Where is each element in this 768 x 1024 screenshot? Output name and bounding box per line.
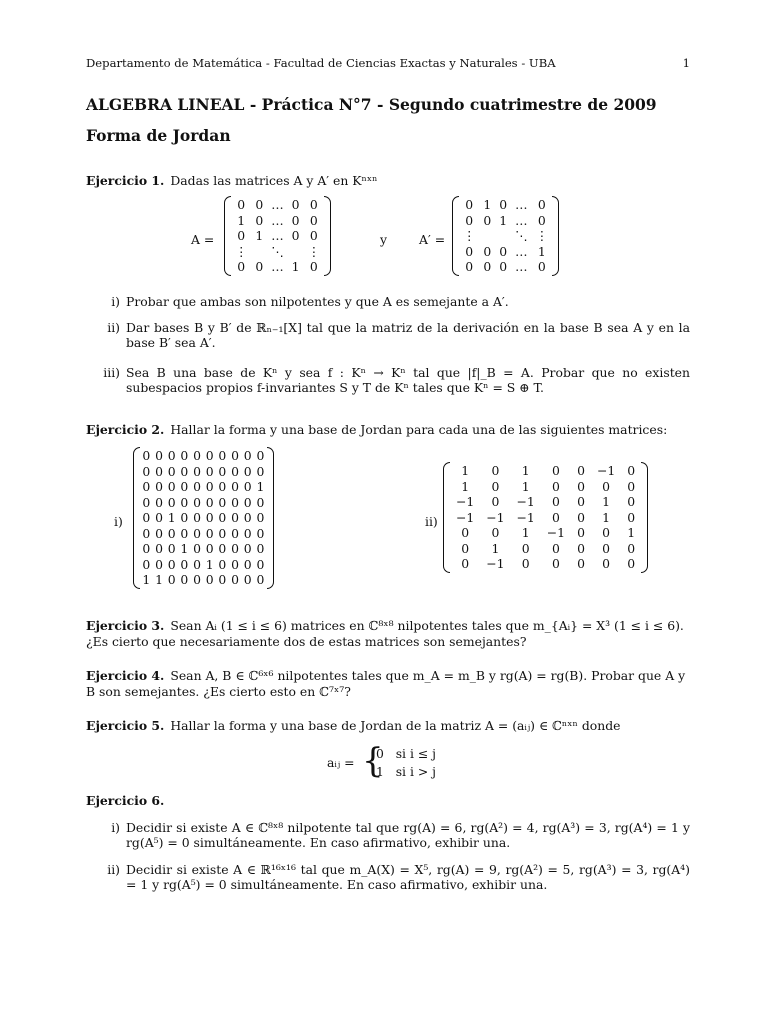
- matrix-entry: 0: [193, 525, 201, 541]
- matrix-ii-label: ii): [425, 514, 438, 529]
- matrix-entry: 0: [205, 463, 214, 479]
- matrix-entry: 1: [142, 572, 151, 588]
- matrix-entry: 0: [167, 479, 176, 495]
- matrix-entries: [450, 463, 641, 572]
- exercise-2-heading: [86, 422, 667, 437]
- header-department: Departamento de Matemática - Facultad de Ciencias Exactas y Naturales - UBA: [86, 56, 556, 70]
- matrix-entry: 0: [309, 228, 318, 244]
- matrix-entry: [495, 228, 511, 244]
- page-header: [86, 56, 690, 71]
- matrix-entry: …: [515, 212, 528, 228]
- matrix-i: [133, 447, 274, 589]
- matrix-entry: 0: [205, 479, 214, 495]
- item-label: ii): [107, 320, 120, 335]
- matrix-entry: 0: [537, 212, 546, 228]
- matrix-entry: −1: [546, 525, 566, 541]
- matrix-entry: 0: [602, 478, 611, 494]
- matrix-entry: ⋮: [235, 243, 248, 259]
- left-bracket: [443, 462, 450, 573]
- matrix-entry: 0: [256, 463, 265, 479]
- matrix-row: [231, 259, 324, 275]
- left-bracket: [133, 447, 140, 589]
- exercise-4-label: Ejercicio 4.: [86, 668, 165, 683]
- matrix-entry: ⋮: [307, 243, 320, 259]
- matrix-entry: 0: [180, 556, 189, 572]
- matrix-entry: 0: [155, 479, 163, 495]
- matrix-entry: 0: [551, 509, 560, 525]
- matrix-entry: 0: [461, 525, 470, 541]
- matrix-entry: 0: [309, 197, 318, 213]
- exercise-6-label: Ejercicio 6.: [86, 793, 165, 808]
- matrix-entry: 0: [167, 556, 176, 572]
- matrix-entry: 0: [483, 259, 492, 275]
- matrix-entry: ⋱: [271, 243, 284, 259]
- matrix-entry: 0: [256, 448, 265, 464]
- matrix-entry: 0: [205, 494, 214, 510]
- exercise-1-item-iii: [86, 365, 690, 395]
- exercise-3-line-2: ¿Es cierto que necesariamente dos de estas matrices son semejantes?: [86, 634, 527, 649]
- matrix-A-prime: [452, 196, 559, 276]
- exercise-5-label: Ejercicio 5.: [86, 718, 165, 733]
- matrix-entry: 0: [499, 259, 508, 275]
- matrix-entry: 0: [193, 572, 201, 588]
- matrix-entry: 0: [256, 510, 265, 526]
- matrix-entry: 0: [180, 525, 189, 541]
- matrix-row: [140, 557, 267, 573]
- matrix-entry: −1: [456, 494, 475, 510]
- matrix-entry: 0: [167, 463, 176, 479]
- matrix-entry: −1: [516, 494, 535, 510]
- matrix-entry: ⋮: [535, 228, 548, 244]
- matrix-entry: 0: [465, 259, 474, 275]
- matrix-entry: 0: [218, 510, 227, 526]
- matrix-entry: 0: [155, 525, 163, 541]
- matrix-entry: 0: [577, 463, 585, 479]
- document-title: ALGEBRA LINEAL - Práctica N°7 - Segundo cuatrimestre de 2009: [86, 95, 657, 114]
- right-bracket: [641, 462, 648, 573]
- matrix-row: [459, 244, 552, 260]
- matrix-entry: 1: [499, 212, 508, 228]
- matrix-entry: 0: [231, 494, 239, 510]
- matrix-entry: 1: [483, 197, 492, 213]
- document-subtitle: Forma de Jordan: [86, 126, 231, 145]
- matrix-row: [450, 541, 641, 557]
- piecewise-case-1: 0 si i ≤ j: [376, 746, 437, 761]
- matrix-entry: 0: [291, 197, 300, 213]
- matrix-entry: 0: [237, 228, 246, 244]
- matrix-entry: 0: [205, 448, 214, 464]
- matrix-entry: 0: [167, 448, 176, 464]
- matrix-entry: 0: [218, 448, 227, 464]
- matrix-entry: 0: [218, 572, 227, 588]
- matrix-row: [231, 244, 324, 260]
- matrix-row: [231, 197, 324, 213]
- matrix-row: [140, 479, 267, 495]
- matrix-entry: 0: [142, 510, 151, 526]
- matrix-entry: 0: [180, 479, 189, 495]
- matrix-entry: 0: [231, 463, 239, 479]
- matrix-entry: 0: [256, 525, 265, 541]
- matrix-entry: 0: [465, 243, 474, 259]
- matrix-entry: 0: [231, 510, 239, 526]
- matrix-entry: 1: [537, 243, 546, 259]
- exercise-1-item-ii: [86, 320, 690, 350]
- matrix-entry: 0: [499, 243, 508, 259]
- matrix-i-label: i): [114, 514, 123, 529]
- matrix-entry: 0: [627, 540, 636, 556]
- matrix-entry: 0: [205, 572, 214, 588]
- matrix-entry: 0: [521, 540, 530, 556]
- matrix-entry: 1: [155, 572, 163, 588]
- matrix-entry: 0: [577, 478, 585, 494]
- matrix-entry: 1: [521, 478, 530, 494]
- matrix-entry: 0: [142, 494, 151, 510]
- matrix-entry: 1: [180, 541, 189, 557]
- matrix-A: [224, 196, 331, 276]
- matrix-entry: 0: [205, 525, 214, 541]
- matrix-entry: 1: [461, 478, 470, 494]
- matrix-entry: 0: [483, 243, 492, 259]
- matrix-entry: 0: [491, 463, 500, 479]
- matrix-entry: 0: [627, 478, 636, 494]
- matrix-entry: 0: [551, 478, 560, 494]
- matrix-entry: 0: [180, 463, 189, 479]
- exercise-6-item-ii: [86, 862, 690, 892]
- matrix-entry: 0: [499, 197, 508, 213]
- item-label: ii): [107, 862, 120, 877]
- item-label: i): [111, 820, 120, 835]
- matrix-entry: 0: [142, 541, 151, 557]
- matrix-entry: 0: [577, 525, 585, 541]
- matrix-row: [140, 464, 267, 480]
- matrix-row: [450, 510, 641, 526]
- matrix-entry: −1: [456, 509, 475, 525]
- matrix-row: [140, 541, 267, 557]
- matrix-entry: 1: [237, 212, 246, 228]
- matrix-entry: 0: [205, 541, 214, 557]
- matrix-entry: 0: [627, 463, 636, 479]
- matrix-entry: …: [515, 243, 528, 259]
- matrix-row: [231, 213, 324, 229]
- matrix-entry: 0: [309, 212, 318, 228]
- matrix-entry: 0: [461, 540, 470, 556]
- matrix-entry: 0: [577, 509, 585, 525]
- matrix-entry: 0: [218, 541, 227, 557]
- matrix-entry: 0: [551, 540, 560, 556]
- matrix-entry: 0: [193, 463, 201, 479]
- matrix-entry: 0: [551, 463, 560, 479]
- matrix-entry: …: [271, 212, 284, 228]
- matrix-entry: 0: [243, 494, 252, 510]
- matrix-entry: …: [515, 259, 528, 275]
- brace-glyph: {: [362, 741, 384, 781]
- matrix-entries: [459, 197, 552, 275]
- exercise-2-text: Hallar la forma y una base de Jordan para cada una de las siguientes matrices:: [170, 422, 668, 437]
- matrix-entry: …: [271, 228, 284, 244]
- matrix-entry: 0: [193, 541, 201, 557]
- matrix-entry: 0: [167, 572, 176, 588]
- and-word: y: [380, 232, 387, 247]
- matrix-entry: 0: [142, 525, 151, 541]
- matrix-row: [450, 494, 641, 510]
- matrix-entry: 0: [167, 494, 176, 510]
- exercise-4-heading: [86, 668, 685, 683]
- matrix-entry: 0: [155, 494, 163, 510]
- matrix-entry: 0: [551, 494, 560, 510]
- matrix-entry: 1: [255, 228, 264, 244]
- matrix-entry: −1: [596, 463, 616, 479]
- matrix-entry: 1: [167, 510, 176, 526]
- exercise-6-item-i: [86, 820, 690, 850]
- matrix-entry: 0: [193, 494, 201, 510]
- matrix-entry: 0: [491, 494, 500, 510]
- matrix-entry: 0: [627, 556, 636, 572]
- matrix-entry: 0: [256, 541, 265, 557]
- matrix-entry: 0: [521, 556, 530, 572]
- matrix-entry: 0: [627, 494, 636, 510]
- exercise-4-line-2: B son semejantes. ¿Es cierto esto en ℂ⁷ˣ⁷?: [86, 684, 351, 699]
- matrix-entry: 0: [627, 509, 636, 525]
- left-bracket: [224, 196, 231, 276]
- matrix-entry: 1: [627, 525, 636, 541]
- matrix-entry: [479, 228, 495, 244]
- matrix-entry: 0: [256, 572, 265, 588]
- exercise-1-text: Dadas las matrices A y A′ en Kⁿˣⁿ: [170, 173, 378, 188]
- item-text: Probar que ambas son nilpotentes y que A es semejante a A′.: [126, 294, 509, 309]
- matrix-entry: 1: [521, 525, 530, 541]
- matrix-entry: 0: [291, 212, 300, 228]
- matrix-entry: 0: [243, 541, 252, 557]
- matrix-row: [450, 525, 641, 541]
- matrix-entry: 0: [256, 556, 265, 572]
- item-label: iii): [103, 365, 120, 380]
- matrix-entry: 0: [491, 525, 500, 541]
- matrix-entry: 0: [231, 525, 239, 541]
- matrix-row: [459, 259, 552, 275]
- matrix-row: [140, 495, 267, 511]
- matrix-entry: 0: [256, 494, 265, 510]
- matrix-entry: 0: [180, 448, 189, 464]
- matrix-entry: 0: [193, 510, 201, 526]
- matrix-entry: 0: [243, 556, 252, 572]
- matrix-entry: 0: [255, 259, 264, 275]
- matrix-entry: 0: [193, 479, 201, 495]
- matrix-entry: 0: [537, 259, 546, 275]
- matrix-entry: 1: [256, 479, 265, 495]
- page-number: 1: [682, 56, 690, 70]
- matrix-entry: 0: [243, 525, 252, 541]
- matrix-entry: 0: [237, 259, 246, 275]
- matrix-entry: 0: [218, 525, 227, 541]
- matrix-entry: 0: [205, 510, 214, 526]
- matrix-entry: 0: [231, 572, 239, 588]
- matrix-entry: [251, 244, 267, 260]
- matrix-row: [140, 448, 267, 464]
- right-bracket: [267, 447, 274, 589]
- matrix-entry: 0: [180, 494, 189, 510]
- matrix-entry: 1: [205, 556, 214, 572]
- matrix-entry: 0: [155, 510, 163, 526]
- matrix-entry: 0: [537, 197, 546, 213]
- matrix-entry: 1: [491, 540, 500, 556]
- matrix-entry: 1: [602, 494, 611, 510]
- matrix-entry: 0: [602, 540, 611, 556]
- matrix-entries: [140, 448, 267, 588]
- matrix-entry: 0: [193, 556, 201, 572]
- exercise-5-heading: [86, 718, 620, 733]
- piecewise-lhs: aᵢⱼ =: [327, 755, 355, 770]
- right-bracket: [324, 196, 331, 276]
- matrix-entry: 0: [465, 212, 474, 228]
- matrix-entry: ⋱: [515, 228, 528, 244]
- matrix-entry: 0: [291, 228, 300, 244]
- exercise-3-label: Ejercicio 3.: [86, 618, 165, 633]
- item-text: Sea B una base de Kⁿ y sea f : Kⁿ → Kⁿ tal que |f|_B = A. Probar que no existen subespacios propios f-invariantes S y T de Kⁿ tales que Kⁿ = S ⊕ T.: [126, 365, 690, 395]
- matrix-entries: [231, 197, 324, 275]
- matrix-entry: 0: [243, 510, 252, 526]
- matrix-entry: 0: [602, 525, 611, 541]
- exercise-5-text: Hallar la forma y una base de Jordan de la matriz A = (aᵢⱼ) ∈ ℂⁿˣⁿ donde: [170, 718, 621, 733]
- matrix-row: [140, 510, 267, 526]
- matrix-row: [459, 197, 552, 213]
- matrix-entry: 0: [142, 479, 151, 495]
- matrix-row: [459, 213, 552, 229]
- matrix-ii: [443, 462, 648, 573]
- matrix-entry: 0: [142, 448, 151, 464]
- item-text: Dar bases B y B′ de ℝₙ₋₁[X] tal que la matriz de la derivación en la base B sea A y en la base B′ sea A′.: [126, 320, 690, 350]
- matrix-entry: 0: [218, 479, 227, 495]
- matrix-entry: 0: [155, 556, 163, 572]
- exercise-1-item-i: [86, 294, 690, 309]
- matrix-entry: 0: [142, 556, 151, 572]
- exercise-3-heading: [86, 618, 684, 633]
- matrix-entry: 1: [461, 463, 470, 479]
- item-text: Decidir si existe A ∈ ℝ¹⁶ˣ¹⁶ tal que m_A(X) = X⁵, rg(A) = 9, rg(A²) = 5, rg(A³) = 3, rg(A⁴) = 1 y rg(A⁵) = 0 simultáneamente. En caso afirmativo, exhibir una.: [126, 862, 690, 892]
- matrix-entry: 0: [231, 479, 239, 495]
- matrix-entry: 0: [255, 212, 264, 228]
- matrix-entry: 0: [180, 510, 189, 526]
- matrix-entry: ⋮: [463, 228, 476, 244]
- exercise-3-line-1: Sean Aᵢ (1 ≤ i ≤ 6) matrices en ℂ⁸ˣ⁸ nilpotentes tales que m_{Aᵢ} = X³ (1 ≤ i ≤ 6).: [170, 618, 684, 633]
- matrix-entry: 0: [155, 463, 163, 479]
- matrix-entry: 0: [461, 556, 470, 572]
- matrix-entry: 1: [521, 463, 530, 479]
- matrix-entry: 0: [551, 556, 560, 572]
- matrix-entry: 0: [155, 448, 163, 464]
- matrix-entry: 0: [155, 541, 163, 557]
- matrix-entry: 0: [243, 572, 252, 588]
- matrix-entry: 0: [231, 448, 239, 464]
- exercise-4-line-1: Sean A, B ∈ ℂ⁶ˣ⁶ nilpotentes tales que m_A = m_B y rg(A) = rg(B). Probar que A y: [170, 668, 686, 683]
- matrix-entry: 0: [577, 556, 585, 572]
- exercise-1-heading: [86, 173, 378, 188]
- matrix-entry: …: [271, 259, 284, 275]
- matrix-row: [140, 572, 267, 588]
- matrix-A-prime-label: A′ =: [419, 232, 446, 247]
- matrix-entry: 0: [243, 479, 252, 495]
- matrix-entry: 0: [465, 197, 474, 213]
- item-text: Decidir si existe A ∈ ℂ⁸ˣ⁸ nilpotente tal que rg(A) = 6, rg(A²) = 4, rg(A³) = 3, rg(A⁴) = 1 y rg(A⁵) = 0 simultáneamente. En caso afirmativo, exhibir una.: [126, 820, 690, 850]
- matrix-entry: 0: [180, 572, 189, 588]
- matrix-entry: 0: [577, 494, 585, 510]
- matrix-entry: 0: [491, 478, 500, 494]
- matrix-entry: 0: [483, 212, 492, 228]
- matrix-row: [450, 479, 641, 495]
- matrix-entry: 0: [237, 197, 246, 213]
- left-bracket: [452, 196, 459, 276]
- matrix-entry: 0: [577, 540, 585, 556]
- matrix-entry: 0: [218, 494, 227, 510]
- matrix-entry: 0: [255, 197, 264, 213]
- matrix-row: [459, 228, 552, 244]
- matrix-entry: 0: [193, 448, 201, 464]
- matrix-entry: 0: [243, 463, 252, 479]
- matrix-entry: 1: [291, 259, 300, 275]
- matrix-entry: 0: [243, 448, 252, 464]
- matrix-A-label: A =: [191, 232, 215, 247]
- matrix-entry: −1: [486, 556, 505, 572]
- matrix-entry: 0: [231, 541, 239, 557]
- matrix-entry: 0: [309, 259, 318, 275]
- item-label: i): [111, 294, 120, 309]
- matrix-entry: 1: [602, 509, 611, 525]
- matrix-entry: 0: [218, 556, 227, 572]
- matrix-entry: 0: [142, 463, 151, 479]
- matrix-row: [140, 526, 267, 542]
- exercise-1-label: Ejercicio 1.: [86, 173, 165, 188]
- exercise-2-label: Ejercicio 2.: [86, 422, 165, 437]
- matrix-entry: [288, 244, 304, 260]
- right-bracket: [552, 196, 559, 276]
- matrix-entry: 0: [231, 556, 239, 572]
- matrix-entry: −1: [516, 509, 535, 525]
- piecewise-case-2: 1 si i > j: [376, 764, 437, 779]
- matrix-entry: 0: [602, 556, 611, 572]
- matrix-row: [450, 556, 641, 572]
- matrix-entry: …: [271, 197, 284, 213]
- matrix-entry: −1: [486, 509, 505, 525]
- matrix-row: [231, 228, 324, 244]
- matrix-entry: 0: [167, 541, 176, 557]
- matrix-entry: 0: [218, 463, 227, 479]
- exercise-6-heading: [86, 793, 170, 808]
- matrix-entry: 0: [167, 525, 176, 541]
- matrix-row: [450, 463, 641, 479]
- matrix-entry: …: [515, 197, 528, 213]
